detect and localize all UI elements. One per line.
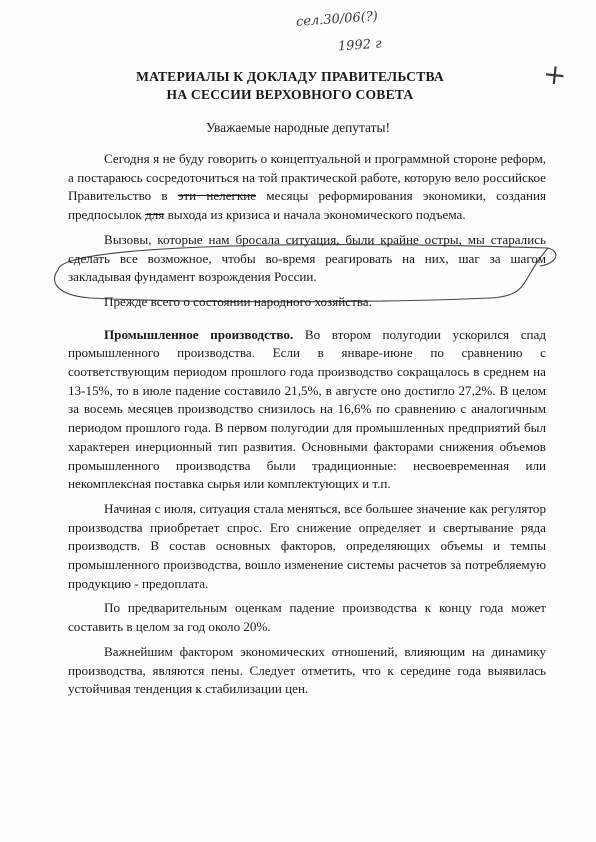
title-line-2: НА СЕССИИ ВЕРХОВНОГО СОВЕТА bbox=[166, 87, 414, 102]
paragraph-3: Прежде всего о состоянии народного хозяйства. bbox=[104, 293, 372, 309]
struck-text-2: для bbox=[145, 207, 165, 223]
paragraph-5: Начиная с июля, ситуация стала меняться, все большее значение как регулятор производства приобретает спрос. Его снижение определяет и свертывание ряда производств. В состав основных факторов, определяющих объемы и темпы промышленного производства, вошло изменение системы расчетов за потребляемую продукцию - предоплата. bbox=[68, 500, 546, 591]
paragraph-1-text-b: месяцы реформирования экономики, создания предпосылок bbox=[68, 188, 546, 223]
paragraph-1-text-a: Сегодня я не буду говорить о концептуальной и программной стороне реформ, а постараюсь сосредоточиться на той практической работе, которую вело российское Правительство в bbox=[68, 151, 546, 204]
paragraph-4 bbox=[68, 326, 546, 494]
paragraph-6: По предварительным оценкам падение производства к концу года может составить в целом за год около 20%. bbox=[68, 600, 546, 635]
greeting: Уважаемые народные депутаты! bbox=[206, 120, 390, 135]
paragraph-2: Вызовы, которые нам бросала ситуация, были крайне остры, мы старались сделать все возможное, чтобы во-время реагировать на них, шаг за шагом закладывая фундамент возрождения России. bbox=[68, 231, 546, 285]
struck-text: эти нелегкие bbox=[177, 188, 257, 204]
paragraph-1-text-c: выхода из кризиса и начала экономического подъема. bbox=[167, 207, 466, 223]
handwritten-corner-mark: + bbox=[541, 56, 569, 93]
document-body bbox=[68, 150, 546, 705]
handwritten-archive-code: сел.30/06(?) bbox=[295, 9, 379, 30]
title-line-1: МАТЕРИАЛЫ К ДОКЛАДУ ПРАВИТЕЛЬСТВА bbox=[136, 69, 444, 84]
paragraph-7: Важнейшим фактором экономических отношений, влияющим на динамику производства, являются пены. Следует отметить, что к середине года выявилась устойчивая тенденция к стабилизации цен. bbox=[68, 643, 546, 697]
paragraph-1 bbox=[68, 150, 546, 225]
section-heading-industry: Промышленное производство. bbox=[104, 326, 294, 342]
handwritten-year: 1992 г bbox=[337, 36, 383, 55]
document-title bbox=[60, 68, 520, 104]
paragraph-4-text: Во втором полугодии ускорился спад промышленного производства. Если в январе-июне по сравнению с соответствующим периодом прошлого года производство сокращалось в среднем на 13-15%, то в июле падение составило 21,5%, в августе оно достигло 27,2%. В целом за восемь месяцев производство снизилось на 16,6% по сравнению с аналогичным периодом прошлого года. В первом полугодии для промышленных предприятий был характерен инерционный тип развития. Основными факторами снижения объемов промышленного производства были традиционные: несвоевременная или некомплексная поставка сырья или комплектующих и т.п. bbox=[68, 326, 546, 492]
